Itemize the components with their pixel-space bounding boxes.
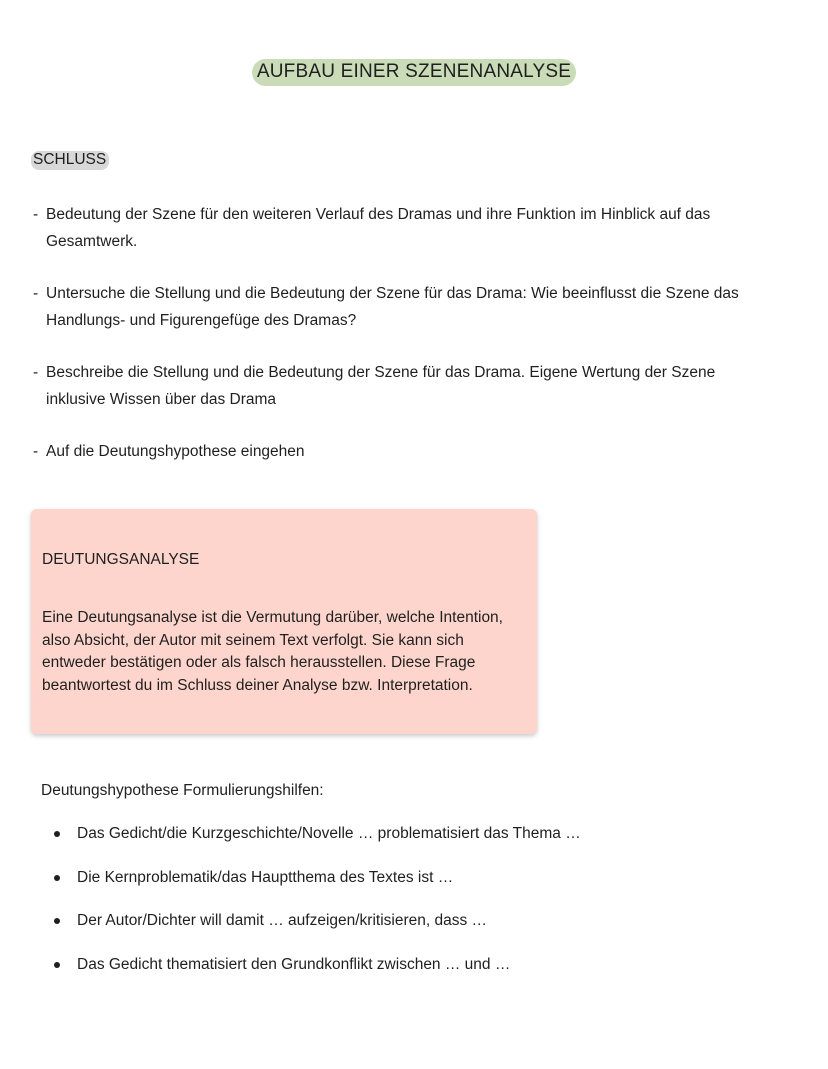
- list-item-text: Auf die Deutungshypothese eingehen: [46, 443, 305, 460]
- dash-marker: -: [33, 206, 39, 223]
- bullet-item-text: Der Autor/Dichter will damit … aufzeigen/kritisieren, dass …: [77, 912, 488, 930]
- list-item: [33, 438, 773, 465]
- bullet-dot-icon: [54, 918, 60, 924]
- page-title-wrapper: [0, 59, 828, 86]
- bullet-item: [54, 953, 581, 977]
- dash-marker: -: [33, 364, 39, 381]
- bullet-item: [54, 909, 581, 933]
- bullet-dot-icon: [54, 875, 60, 881]
- info-box: [31, 509, 537, 734]
- list-item-text: Untersuche die Stellung und die Bedeutung der Szene für das Drama: Wie beeinflusst die Szene das Handlungs- und Figurengefüge des Dramas?: [46, 285, 739, 329]
- bullet-dot-icon: [54, 831, 60, 837]
- bullet-item: [54, 822, 581, 846]
- dash-marker: -: [33, 443, 39, 460]
- info-box-title: DEUTUNGSANALYSE: [42, 551, 200, 568]
- info-box-text: Eine Deutungsanalyse ist die Vermutung darüber, welche Intention, also Absicht, der Autor mit seinem Text verfolgt. Sie kann sich entweder bestätigen oder als falsch herausstellen. Diese Frage beantwortest du im Schluss deiner Analyse bzw. Interpretation.: [42, 609, 503, 694]
- bullet-dot-icon: [54, 962, 60, 968]
- page-title: AUFBAU EINER SZENENANALYSE: [252, 59, 576, 86]
- list-item: [33, 201, 773, 255]
- dash-list: [33, 201, 773, 490]
- bullet-item-text: Die Kernproblematik/das Hauptthema des Textes ist …: [77, 868, 454, 886]
- bullet-item-text: Das Gedicht thematisiert den Grundkonflikt zwischen … und …: [77, 956, 511, 974]
- list-item-text: Bedeutung der Szene für den weiteren Verlauf des Dramas und ihre Funktion im Hinblick auf das Gesamtwerk.: [46, 206, 711, 250]
- list-item-text: Beschreibe die Stellung und die Bedeutung der Szene für das Drama. Eigene Wertung der Szene inklusive Wissen über das Drama: [46, 364, 716, 408]
- bullet-item-text: Das Gedicht/die Kurzgeschichte/Novelle … problematisiert das Thema …: [77, 825, 581, 842]
- list-item: [33, 280, 773, 334]
- hints-title: Deutungshypothese Formulierungshilfen:: [41, 782, 324, 799]
- list-item: [33, 359, 773, 413]
- dash-marker: -: [33, 285, 39, 302]
- bullet-item: [54, 866, 581, 890]
- section-heading: SCHLUSS: [31, 151, 109, 170]
- bullet-list: [54, 822, 581, 997]
